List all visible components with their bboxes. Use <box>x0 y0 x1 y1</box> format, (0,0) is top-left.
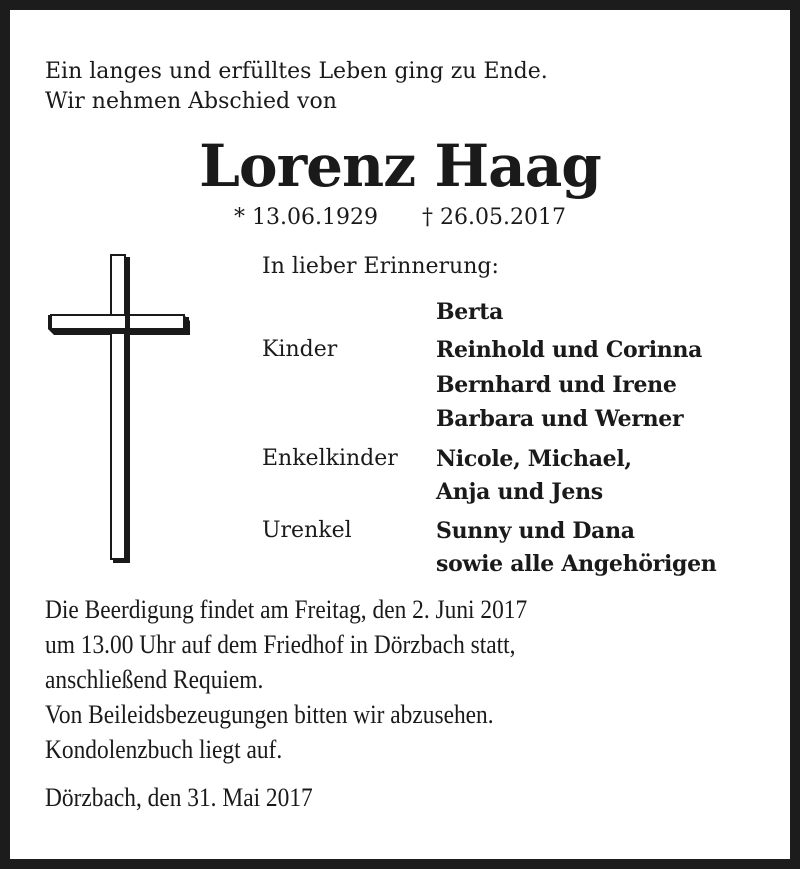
obituary-notice <box>10 10 790 859</box>
birth-date: 13.06.1929 <box>252 205 378 230</box>
family-name: Reinhold und Corinna <box>436 337 703 363</box>
birth-symbol: * <box>234 205 246 230</box>
funeral-line: um 13.00 Uhr auf dem Friedhof in Dörzbach statt, <box>45 630 516 659</box>
family-name: sowie alle Angehörigen <box>436 551 717 577</box>
death-date: 26.05.2017 <box>440 205 566 230</box>
family-name: Barbara und Werner <box>436 406 684 432</box>
death-symbol: † <box>422 205 433 230</box>
deceased-name: Lorenz Haag <box>199 132 601 200</box>
relation-label: Enkelkinder <box>262 446 398 471</box>
intro-line-1: Ein langes und erfülltes Leben ging zu Ende. <box>45 59 548 84</box>
funeral-line: Die Beerdigung findet am Freitag, den 2. Juni 2017 <box>45 595 528 624</box>
funeral-line: anschließend Requiem. <box>45 665 264 694</box>
relation-label: Kinder <box>262 337 338 362</box>
family-name: Sunny und Dana <box>436 518 635 544</box>
cross-icon <box>40 245 190 565</box>
funeral-line: Kondolenzbuch liegt auf. <box>45 735 283 764</box>
relation-label: Urenkel <box>262 518 352 543</box>
family-name: Anja und Jens <box>436 479 603 505</box>
family-name: Bernhard und Irene <box>436 372 677 398</box>
place-date: Dörzbach, den 31. Mai 2017 <box>45 783 313 812</box>
memory-heading: In lieber Erinnerung: <box>262 254 499 279</box>
intro-line-2: Wir nehmen Abschied von <box>45 89 337 114</box>
life-dates <box>10 205 790 230</box>
funeral-line: Von Beileidsbezeugungen bitten wir abzusehen. <box>45 700 494 729</box>
family-name: Nicole, Michael, <box>436 446 632 472</box>
family-name: Berta <box>436 299 504 325</box>
